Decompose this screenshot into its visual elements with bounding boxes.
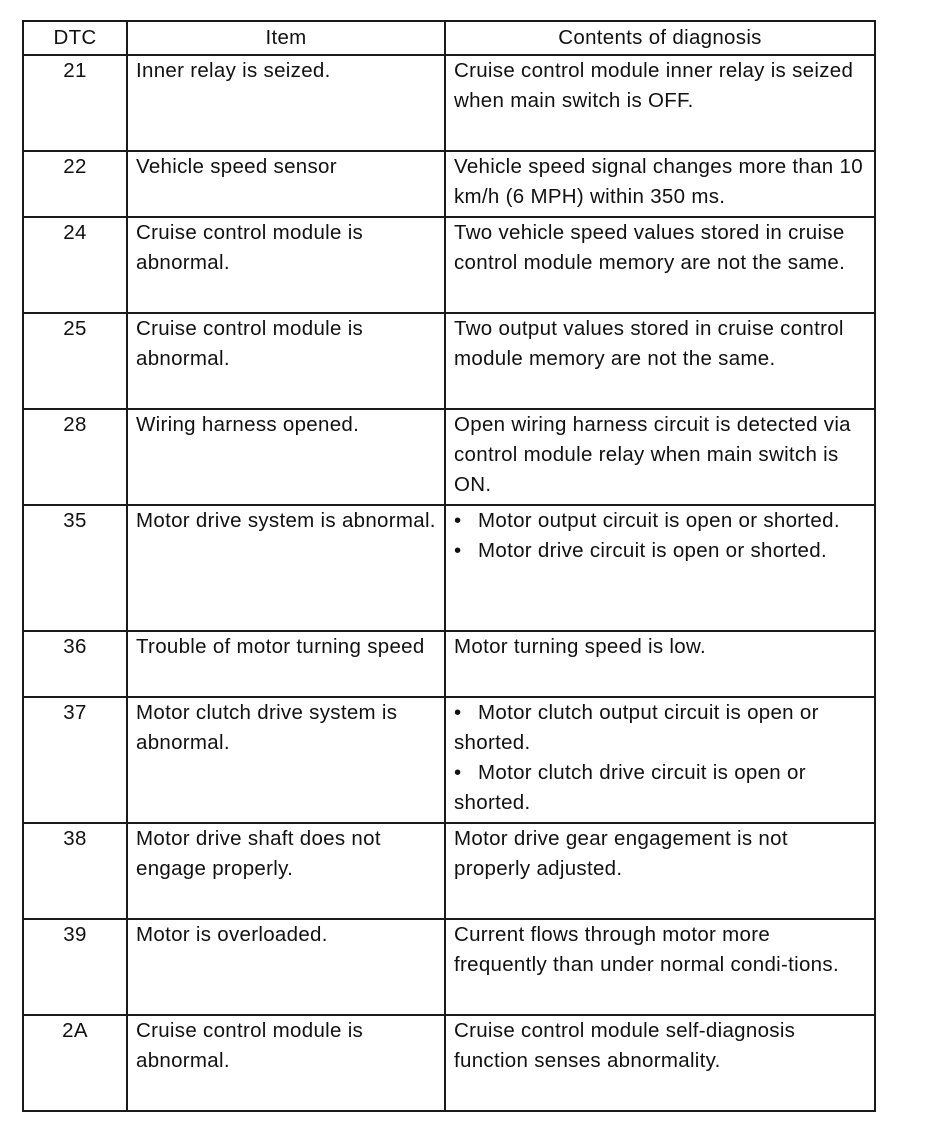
header-dtc: DTC xyxy=(23,21,127,55)
bullet-icon: • xyxy=(454,761,462,784)
dtc-code: 38 xyxy=(23,823,127,919)
table-row xyxy=(23,217,875,313)
item-text: Wiring harness opened. xyxy=(127,409,445,505)
dtc-code: 25 xyxy=(23,313,127,409)
diagnosis-text: Motor clutch output circuit is open or shorted. xyxy=(454,701,819,754)
table-row xyxy=(23,409,875,505)
item-text: Motor drive system is abnormal. xyxy=(127,505,445,631)
table-row xyxy=(23,55,875,151)
diagnosis-bullet xyxy=(454,536,866,566)
table-row xyxy=(23,1015,875,1111)
diagnosis-bullet xyxy=(454,506,866,536)
table-row xyxy=(23,697,875,823)
dtc-code: 2A xyxy=(23,1015,127,1111)
diagnosis-cell xyxy=(445,697,875,823)
diagnosis-bullet xyxy=(454,758,866,818)
diagnosis-text: Motor turning speed is low. xyxy=(445,631,875,697)
dtc-code: 39 xyxy=(23,919,127,1015)
bullet-icon: • xyxy=(454,509,462,532)
diagnosis-text: Two output values stored in cruise control module memory are not the same. xyxy=(445,313,875,409)
table-row xyxy=(23,151,875,217)
header-row xyxy=(23,21,875,55)
diagnosis-cell xyxy=(445,505,875,631)
item-text: Vehicle speed sensor xyxy=(127,151,445,217)
table-row xyxy=(23,823,875,919)
diagnosis-text: Vehicle speed signal changes more than 10 km/h (6 MPH) within 350 ms. xyxy=(445,151,875,217)
diagnosis-text: Cruise control module inner relay is seized when main switch is OFF. xyxy=(445,55,875,151)
dtc-table xyxy=(22,20,876,1112)
dtc-code: 24 xyxy=(23,217,127,313)
table-row xyxy=(23,919,875,1015)
item-text: Motor drive shaft does not engage properly. xyxy=(127,823,445,919)
diagnosis-text: Motor drive gear engagement is not properly adjusted. xyxy=(445,823,875,919)
item-text: Motor is overloaded. xyxy=(127,919,445,1015)
dtc-code: 36 xyxy=(23,631,127,697)
table-row xyxy=(23,631,875,697)
diagnosis-text: Motor output circuit is open or shorted. xyxy=(478,509,840,532)
table-row xyxy=(23,505,875,631)
dtc-code: 28 xyxy=(23,409,127,505)
diagnosis-text: Open wiring harness circuit is detected via control module relay when main switch is ON. xyxy=(445,409,875,505)
item-text: Inner relay is seized. xyxy=(127,55,445,151)
dtc-code: 35 xyxy=(23,505,127,631)
diagnosis-text: Current flows through motor more frequently than under normal condi-tions. xyxy=(445,919,875,1015)
dtc-code: 21 xyxy=(23,55,127,151)
dtc-code: 22 xyxy=(23,151,127,217)
item-text: Cruise control module is abnormal. xyxy=(127,313,445,409)
header-contents: Contents of diagnosis xyxy=(445,21,875,55)
bullet-icon: • xyxy=(454,701,462,724)
table-row xyxy=(23,313,875,409)
bullet-icon: • xyxy=(454,539,462,562)
item-text: Motor clutch drive system is abnormal. xyxy=(127,697,445,823)
diagnosis-text: Two vehicle speed values stored in cruise control module memory are not the same. xyxy=(445,217,875,313)
item-text: Cruise control module is abnormal. xyxy=(127,1015,445,1111)
diagnosis-text: Motor drive circuit is open or shorted. xyxy=(478,539,827,562)
diagnosis-text: Motor clutch drive circuit is open or shorted. xyxy=(454,761,806,814)
header-item: Item xyxy=(127,21,445,55)
diagnosis-bullet xyxy=(454,698,866,758)
dtc-code: 37 xyxy=(23,697,127,823)
item-text: Trouble of motor turning speed xyxy=(127,631,445,697)
item-text: Cruise control module is abnormal. xyxy=(127,217,445,313)
diagnosis-text: Cruise control module self-diagnosis function senses abnormality. xyxy=(445,1015,875,1111)
